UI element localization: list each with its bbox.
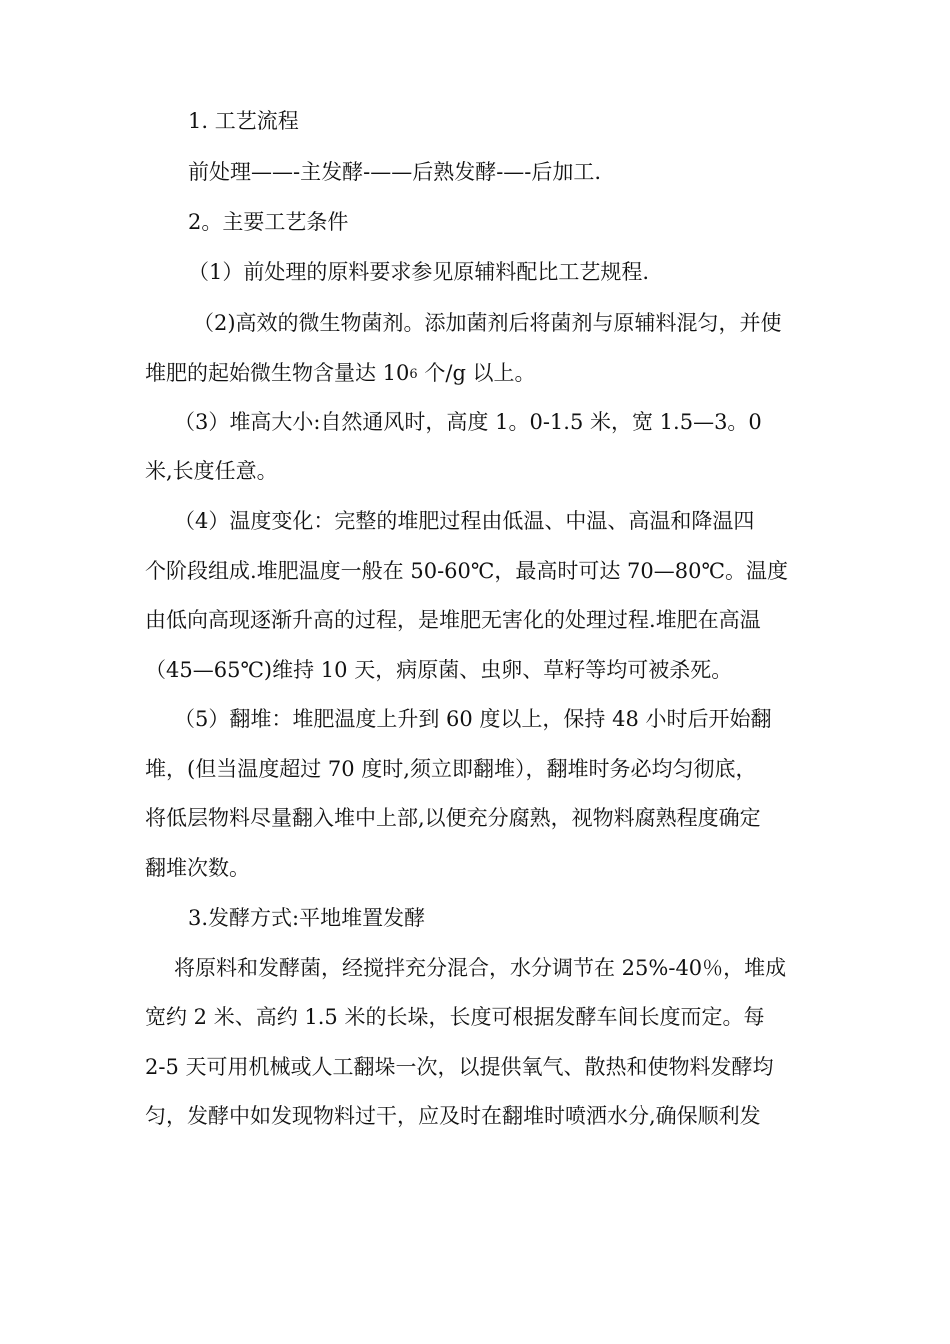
paragraph-pile-size-line2: 米,长度任意。 [145,459,278,483]
microbe-exponent: 6 [409,367,418,382]
paragraph-fermentation-line2: 宽约 2 米、高约 1.5 米的长垛，长度可根据发酵车间长度而定。每 [145,1005,765,1029]
paragraph-pile-size-line1: （3）堆高大小:自然通风时，高度 1。0-1.5 米，宽 1.5—3。0 [174,410,762,434]
paragraph-turning-line2: 堆，(但当温度超过 70 度时,须立即翻堆），翻堆时务必均匀彻底， [145,757,757,781]
section-heading-conditions: 2。主要工艺条件 [188,210,349,234]
paragraph-turning-line4: 翻堆次数。 [145,856,250,880]
paragraph-temperature-line1: （4）温度变化：完整的堆肥过程由低温、中温、高温和降温四 [174,509,755,533]
paragraph-temperature-line3: 由低向高现逐渐升高的过程，是堆肥无害化的处理过程.堆肥在高温 [145,608,761,632]
section-heading-fermentation-method: 3.发酵方式:平地堆置发酵 [188,906,426,930]
paragraph-turning-line3: 将低层物料尽量翻入堆中上部,以便充分腐熟，视物料腐熟程度确定 [145,806,761,830]
microbe-text-pre: 堆肥的起始微生物含量达 10 [145,361,410,385]
paragraph-turning-line1: （5）翻堆：堆肥温度上升到 60 度以上，保持 48 小时后开始翻 [174,707,772,731]
paragraph-temperature-line4: （45—65℃)维持 10 天，病原菌、虫卵、草籽等均可被杀死。 [145,658,733,682]
paragraph-fermentation-line4: 匀，发酵中如发现物料过干，应及时在翻堆时喷洒水分,确保顺利发 [145,1104,761,1128]
paragraph-temperature-line2: 个阶段组成.堆肥温度一般在 50-60℃，最高时可达 70—80℃。温度 [145,559,788,583]
paragraph-microbe-line2 [145,359,536,387]
paragraph-pretreatment: （1）前处理的原料要求参见原辅料配比工艺规程. [188,260,650,284]
paragraph-microbe-line1: （2)高效的微生物菌剂。添加菌剂后将菌剂与原辅料混匀，并使 [193,311,782,335]
process-flow-line: 前处理——-主发酵-——后熟发酵-—-后加工. [188,160,602,184]
paragraph-fermentation-line3: 2-5 天可用机械或人工翻垛一次，以提供氧气、散热和使物料发酵均 [145,1055,774,1079]
paragraph-fermentation-line1: 将原料和发酵菌，经搅拌充分混合，水分调节在 25%-40％，堆成 [174,956,787,980]
microbe-text-post: 个/g 以上。 [417,361,536,385]
section-heading-process-flow: 1. 工艺流程 [188,109,299,133]
